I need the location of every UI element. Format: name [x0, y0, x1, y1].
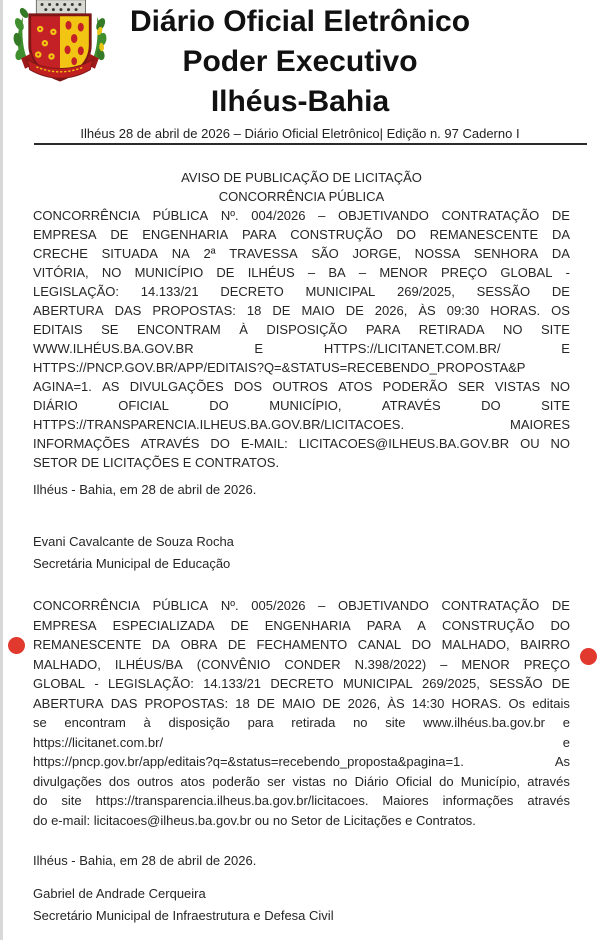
place-date-line: Ilhéus - Bahia, em 28 de abril de 2026. — [33, 853, 257, 868]
signature-block — [33, 883, 570, 926]
header-rule — [34, 143, 587, 145]
text-line: EMPRESA DE ENGENHARIA PARA CONSTRUÇÃO DO REMANESCENTE DA — [33, 227, 570, 242]
text-line: se encontram à disposição para retirada no site www.ilhéus.ba.gov.br e — [33, 715, 570, 730]
text-line: EDITAIS SE ENCONTRAM À DISPOSIÇÃO PARA RETIRADA NO SITE — [33, 322, 570, 337]
signer-role: Secretária Municipal de Educação — [33, 555, 231, 571]
text-line: AGINA=1. AS DIVULGAÇÕES DOS OUTROS ATOS PODERÃO SER VISTAS NO — [33, 379, 570, 394]
notice-paragraph-004-2026 — [33, 206, 570, 472]
text-line: CRECHE SITUADA NA 2ª TRAVESSA SÃO JORGE, NOSSA SENHORA DA — [33, 246, 570, 261]
text-line: WWW.ILHÉUS.BA.GOV.BR E HTTPS://LICITANET.COM.BR/ E — [33, 341, 570, 356]
text-line: do site https://transparencia.ilheus.ba.gov.br/licitacoes. Maiores informações através — [33, 793, 570, 808]
coat-of-arms-icon — [8, 0, 112, 96]
notice-paragraph-005-2026 — [33, 596, 570, 830]
notice-heading-line1: AVISO DE PUBLICAÇÃO DE LICITAÇÃO — [181, 170, 422, 185]
signature-block — [33, 531, 570, 574]
text-line: ABERTURA DAS PROPOSTAS: 18 DE MAIO DE 2026, ÀS 14:30 HORAS. Os editais — [33, 695, 570, 711]
text-line: HTTPS://TRANSPARENCIA.ILHEUS.BA.GOV.BR/LICITACOES. MAIORES — [33, 417, 570, 432]
text-line: HTTPS://PNCP.GOV.BR/APP/EDITAIS?Q=&STATUS=RECEBENDO_PROPOSTA&P — [33, 360, 526, 375]
signer-name: Gabriel de Andrade Cerqueira — [33, 886, 206, 901]
text-line: GLOBAL - LEGISLAÇÃO: 14.133/21 DECRETO MUNICIPAL 269/2025, SESSÃO DE — [33, 676, 570, 691]
gazette-title: Diário Oficial Eletrônico — [129, 5, 471, 38]
text-line: SETOR DE LICITAÇÕES E CONTRATOS. — [33, 455, 280, 470]
text-line: EMPRESA ESPECIALIZADA DE ENGENHARIA PARA A CONSTRUÇÃO DO — [33, 617, 570, 633]
text-line: INFORMAÇÕES ATRAVÉS DO E-MAIL: LICITACOES@ILHEUS.BA.GOV.BR OU NO — [33, 436, 570, 451]
text-line: https://licitanet.com.br/ e — [33, 734, 570, 750]
gazette-header — [0, 0, 600, 140]
notice-heading-block — [33, 168, 570, 206]
text-line: MALHADO, ILHÉUS/BA (CONVÊNIO CONDER N.398/2022) – MENOR PREÇO — [33, 656, 570, 672]
text-line: VITÓRIA, NO MUNICÍPIO DE ILHÉUS – BA – MENOR PREÇO GLOBAL - — [33, 265, 570, 280]
edition-line: Ilhéus 28 de abril de 2026 – Diário Oficial Eletrônico| Edição n. 97 Caderno I — [80, 126, 520, 141]
text-line: https://pncp.gov.br/app/editais?q=&status=recebendo_proposta&pagina=1. As — [33, 754, 570, 769]
crown — [36, 0, 85, 14]
signer-role: Secretário Municipal de Infraestrutura e Defesa Civil — [33, 907, 334, 923]
text-line: divulgações dos outros atos poderão ser vistas no Diário Oficial do Município, através — [33, 773, 570, 789]
gazette-subtitle-power: Poder Executivo — [182, 45, 418, 78]
text-line: DIÁRIO OFICIAL DO MUNICÍPIO, ATRAVÉS DO SITE — [33, 398, 570, 413]
text-line: REMANESCENTE DA OBRA DE FECHAMENTO CANAL DO MALHADO, BAIRRO — [33, 637, 570, 652]
red-marker-dot-left — [8, 637, 25, 654]
place-date-line: Ilhéus - Bahia, em 28 de abril de 2026. — [33, 482, 257, 497]
text-line: CONCORRÊNCIA PÚBLICA Nº. 005/2026 – OBJETIVANDO CONTRATAÇÃO DE — [33, 598, 570, 613]
text-line: CONCORRÊNCIA PÚBLICA Nº. 004/2026 – OBJETIVANDO CONTRATAÇÃO DE — [33, 208, 570, 223]
notice-heading-line2: CONCORRÊNCIA PÚBLICA — [218, 189, 385, 204]
gazette-subtitle-city: Ilhéus-Bahia — [210, 85, 390, 118]
text-line: ABERTURA DAS PROPOSTAS: 18 DE MAIO DE 2026, ÀS 09:30 HORAS. OS — [33, 303, 570, 318]
red-marker-dot-right — [580, 648, 597, 665]
document-body — [0, 168, 600, 926]
text-line: LEGISLAÇÃO: 14.133/21 DECRETO MUNICIPAL 269/2025, SESSÃO DE — [33, 284, 570, 299]
text-line: do e-mail: licitacoes@ilheus.ba.gov.br ou no Setor de Licitações e Contratos. — [33, 812, 476, 828]
signer-name: Evani Cavalcante de Souza Rocha — [33, 534, 234, 549]
